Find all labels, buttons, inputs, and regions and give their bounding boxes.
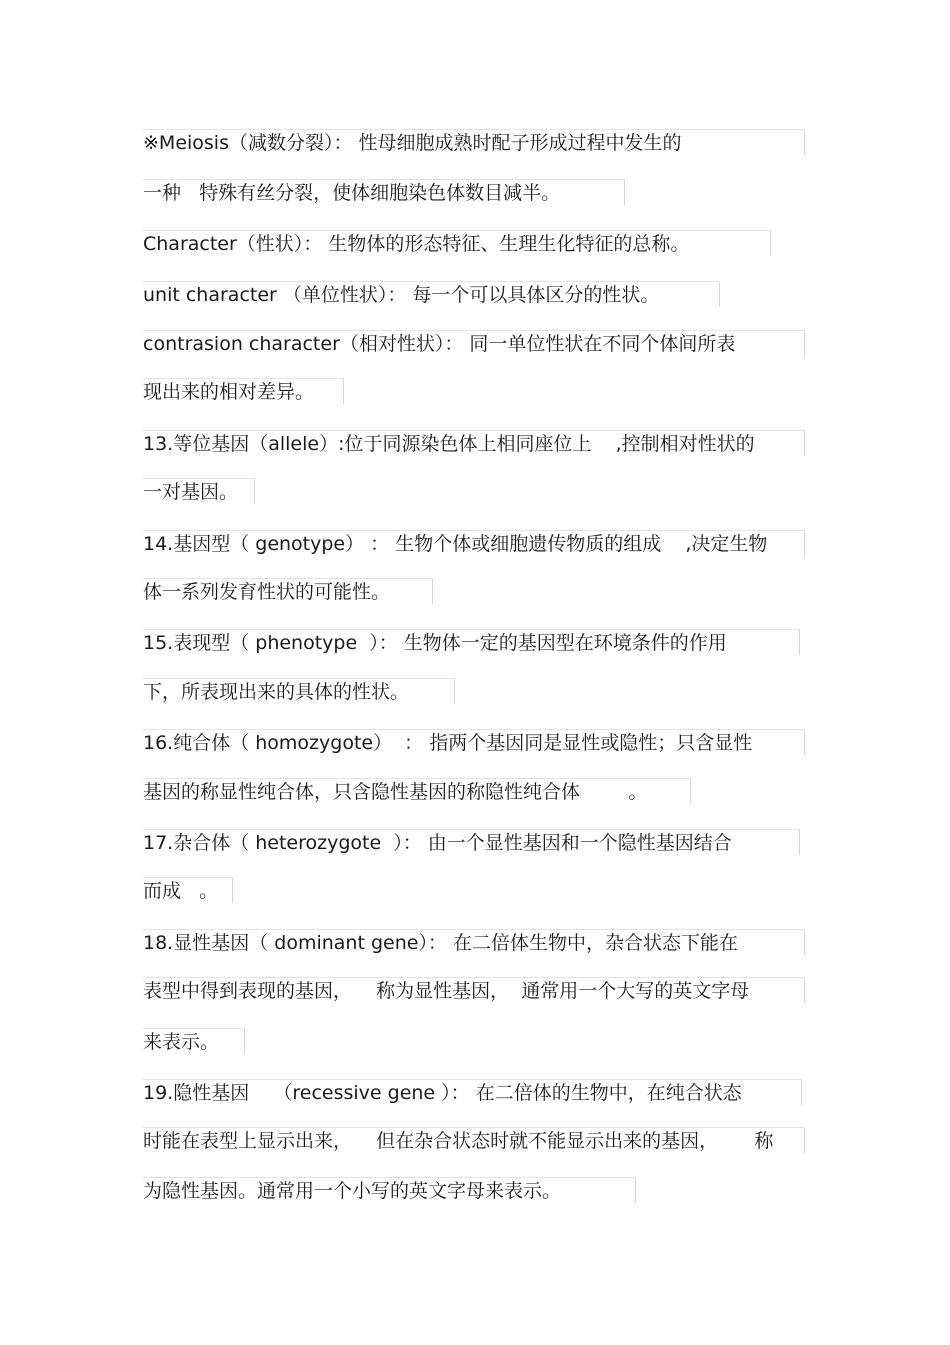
text-line	[143, 478, 255, 504]
text-line	[143, 729, 805, 755]
text-line	[143, 578, 433, 604]
text-line-content: 为隐性基因。通常用一个小写的英文字母来表示。	[143, 1180, 562, 1202]
text-line-content: 而成 。	[143, 880, 219, 902]
text-line-content: 一种 特殊有丝分裂，使体细胞染色体数目减半。	[143, 182, 561, 204]
text-line	[143, 129, 805, 155]
text-line-content: 体一系列发育性状的可能性。	[143, 581, 391, 603]
text-line	[143, 1079, 802, 1105]
text-line-content: 现出来的相对差异。	[143, 381, 315, 403]
text-line	[143, 1028, 245, 1054]
text-line-content: 18.显性基因（ dominant gene）： 在二倍体生物中，杂合状态下能在	[143, 932, 738, 954]
text-line-content: 13.等位基因（allele）:位于同源染色体上相同座位上 ,控制相对性状的	[143, 433, 755, 455]
text-line	[143, 929, 805, 955]
text-line-content: 时能在表型上显示出来， 但在杂合状态时就不能显示出来的基因， 称	[143, 1130, 774, 1152]
text-line-content: 来表示。	[143, 1031, 220, 1053]
text-line-content: 14.基因型（ genotype） ： 生物个体或细胞遗传物质的组成 ,决定生物	[143, 533, 768, 555]
text-line	[143, 829, 800, 855]
text-line	[143, 877, 233, 903]
text-line-content: 表型中得到表现的基因， 称为显性基因， 通常用一个大写的英文字母	[143, 980, 750, 1002]
text-line	[143, 230, 771, 256]
text-line	[143, 1177, 636, 1203]
text-line-content: unit character （单位性状）： 每一个可以具体区分的性状。	[143, 284, 660, 306]
text-line-content: 15.表现型（ phenotype ）： 生物体一定的基因型在环境条件的作用	[143, 632, 727, 654]
text-line	[143, 629, 800, 655]
text-line-content: contrasion character（相对性状）： 同一单位性状在不同个体间所表	[143, 333, 736, 355]
text-line-content: 一对基因。	[143, 481, 239, 503]
text-line	[143, 530, 805, 556]
text-line-content: Character（性状）： 生物体的形态特征、生理生化特征的总称。	[143, 233, 690, 255]
text-line	[143, 1127, 805, 1153]
text-line-content: 19.隐性基因 （recessive gene ）： 在二倍体的生物中，在纯合状态	[143, 1082, 742, 1104]
text-line	[143, 977, 805, 1003]
text-line-content: 下，所表现出来的具体的性状。	[143, 681, 410, 703]
text-line-content: 16.纯合体（ homozygote） ： 指两个基因同是显性或隐性；只含显性	[143, 732, 753, 754]
text-line-content: ※Meiosis（减数分裂）： 性母细胞成熟时配子形成过程中发生的	[143, 132, 682, 154]
text-line	[143, 430, 805, 456]
text-line	[143, 179, 625, 205]
text-line-content: 17.杂合体（ heterozygote ）： 由一个显性基因和一个隐性基因结合	[143, 832, 732, 854]
text-line	[143, 281, 720, 307]
text-line	[143, 678, 455, 704]
text-line-content: 基因的称显性纯合体，只含隐性基因的称隐性纯合体 。	[143, 781, 648, 803]
text-line	[143, 378, 344, 404]
text-line	[143, 778, 691, 804]
text-line	[143, 330, 805, 356]
